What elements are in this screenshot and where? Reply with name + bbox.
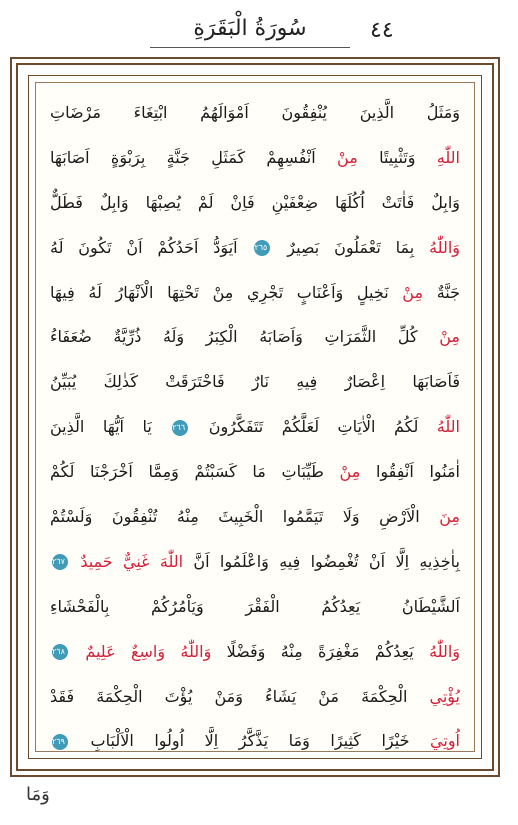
highlighted-word: مِنْ: [439, 327, 460, 347]
text-segment: الْحِكْمَةَ مَنْ يَشَاءُ وَمَنْ يُؤْتَ الْحِكْمَةَ فَقَدْ: [50, 686, 430, 706]
text-segment: وَتَثْبِيتًا: [357, 147, 437, 167]
ornamental-border-band: [16, 63, 494, 771]
text-line: [50, 719, 460, 764]
page-header: [0, 14, 518, 48]
highlighted-word: اللّٰهِ: [436, 147, 460, 167]
inner-border: [28, 75, 482, 759]
title-underline: [150, 47, 350, 48]
highlighted-word: وَاللّٰهُ: [429, 237, 460, 257]
highlighted-word: اللّٰهُ: [436, 417, 460, 437]
text-segment: بِاٰخِذِيهِ اِلَّا اَنْ تُغْمِضُوا فِيهِ وَاعْلَمُوا اَنَّ: [183, 551, 460, 571]
text-line: [50, 360, 460, 405]
text-segment: نَخِيلٍ وَاَعْنَابٍ تَجْرِي مِنْ تَحْتِهَا الْاَنْهَارُ لَهُ فِيهَا: [50, 282, 403, 302]
text-line: [50, 495, 460, 540]
verse-number-marker: ٢٦٩: [52, 734, 68, 750]
text-line: [50, 181, 460, 226]
text-segment: وَمَثَلُ الَّذِينَ يُنْفِقُونَ اَمْوَالَهُمُ ابْتِغَاءَ مَرْضَاتِ: [50, 103, 460, 122]
text-segment: يَا اَيُّهَا الَّذِينَ: [50, 417, 171, 437]
text-segment: لَكُمُ الْاٰيَاتِ لَعَلَّكُمْ تَتَفَكَّرُونَ: [190, 417, 437, 437]
text-line: [50, 136, 460, 181]
highlighted-word: اُوتِيَ: [430, 731, 460, 751]
text-segment: كُلِّ الثَّمَرَاتِ وَاَصَابَهُ الْكِبَرُ وَلَهُ ذُرِّيَّةٌ ضُعَفَاءُ: [50, 327, 440, 347]
text-segment: اَيَوَدُّ اَحَدُكُمْ اَنْ تَكُونَ لَهُ: [50, 237, 253, 257]
highlighted-word: مِنْ: [402, 282, 424, 302]
page-border-frame: [10, 57, 500, 777]
text-line: [50, 675, 460, 720]
text-line: [50, 226, 460, 271]
text-segment: اَلشَّيْطَانُ يَعِدُكُمُ الْفَقْرَ وَيَاْمُرُكُمْ بِالْفَحْشَاءِ: [50, 596, 460, 616]
text-line: [50, 540, 460, 585]
text-line: [50, 315, 460, 360]
text-segment: [70, 552, 80, 571]
text-segment: طَيِّبَاتِ مَا كَسَبْتُمْ وَمِمَّا اَخْرَجْنَا لَكُمْ: [50, 462, 340, 482]
text-line: [50, 91, 460, 136]
text-line: [50, 630, 460, 675]
text-segment: جَنَّةٌ: [423, 282, 460, 302]
text-segment: فَاَصَابَهَا اِعْصَارٌ فِيهِ نَارٌ فَاحْتَرَقَتْ كَذٰلِكَ يُبَيِّنُ: [50, 372, 460, 392]
verse-number-marker: ٢٦٧: [52, 554, 68, 570]
text-segment: الْاَرْضِ وَلَا تَيَمَّمُوا الْخَبِيثَ مِنْهُ تُنْفِقُونَ وَلَسْتُمْ: [50, 507, 440, 527]
text-segment: اٰمَنُوا اَنْفِقُوا: [360, 462, 460, 482]
highlighted-word: يُؤْتِي: [429, 686, 460, 706]
text-line: [50, 405, 460, 450]
text-segment: اَنْفُسِهِمْ كَمَثَلِ جَنَّةٍ بِرَبْوَةٍ اَصَابَهَا: [50, 147, 338, 167]
text-segment: يَعِدُكُمْ مَغْفِرَةً مِنْهُ وَفَضْلًا: [211, 641, 430, 661]
highlighted-word: مِنْ: [337, 147, 358, 167]
text-segment: وَابِلٌ فَاٰتَتْ اُكُلَهَا ضِعْفَيْنِ فَاِنْ لَمْ يُصِبْهَا وَابِلٌ فَطَلٌّ: [50, 192, 460, 212]
text-panel: [35, 82, 475, 752]
verse-number-marker: ٢٦٨: [52, 644, 68, 660]
verse-number-marker: ٢٦٦: [172, 420, 188, 436]
text-segment: [70, 642, 85, 661]
highlighted-word: اللّٰهَ غَنِيٌّ حَمِيدٌ: [80, 551, 184, 571]
text-segment: خَيْرًا كَثِيرًا وَمَا يَذَّكَّرُ اِلَّا اُولُوا الْاَلْبَابِ: [70, 731, 431, 751]
text-segment: بِمَا تَعْمَلُونَ بَصِيرٌ: [272, 237, 430, 257]
page-number: ٤٤: [370, 18, 394, 43]
text-line: [50, 450, 460, 495]
text-line: [50, 585, 460, 630]
verse-number-marker: ٢٦٥: [254, 240, 270, 256]
catchword: وَمَا: [26, 784, 50, 805]
highlighted-word: وَاللّٰهُ: [429, 641, 460, 661]
highlighted-word: مِنْ: [339, 462, 361, 482]
text-line: [50, 271, 460, 316]
verse-lines: [50, 91, 460, 764]
highlighted-word: وَاللّٰهُ وَاسِعٌ عَلِيمٌ: [85, 641, 212, 661]
surah-title: سُورَةُ الْبَقَرَةِ: [193, 16, 307, 41]
highlighted-word: مِنَ: [439, 507, 460, 527]
